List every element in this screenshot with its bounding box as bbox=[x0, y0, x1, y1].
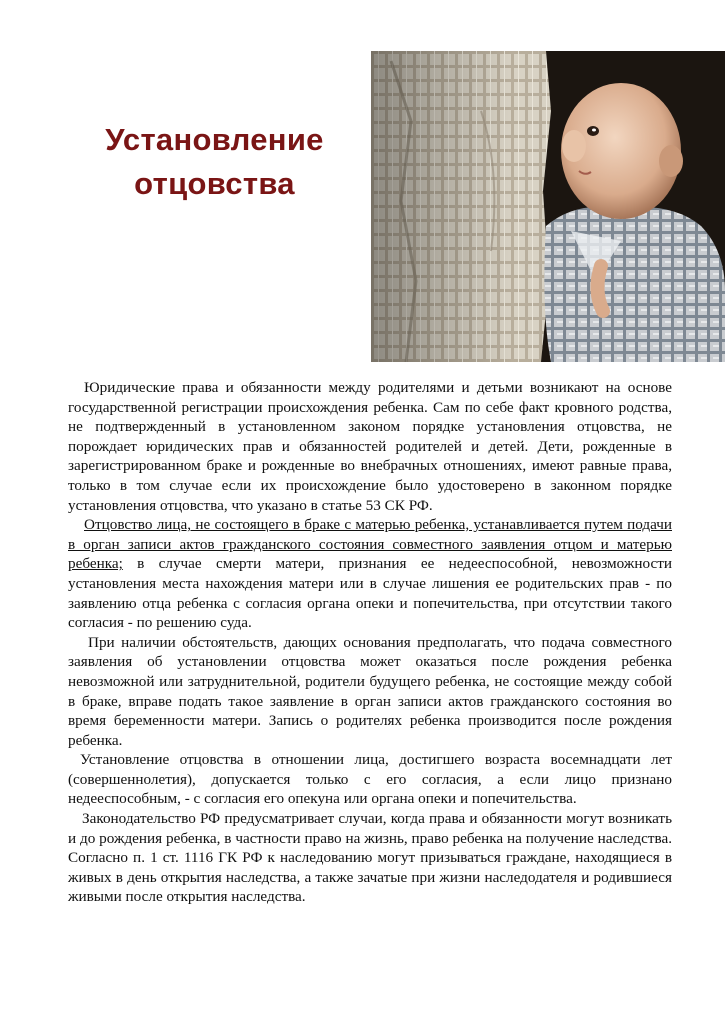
paragraph-2-underlined: Отцовство лица, не состоящего в браке с матерью ребенка, устанавливается путем подачи в орган записи актов гражданского состояния совместного заявления отцом и матерью ребенка; bbox=[68, 516, 672, 573]
paragraph-2-rest: в случае смерти матери, признания ее недееспособной, невозможности установления места нахождения матери или в случае лишения ее родительских прав - по заявлению отца ребенка с согласия органа опеки и попечительства, при отсутствии такого согласия - по решению суда. bbox=[68, 555, 672, 632]
paragraph-1: Юридические права и обязанности между родителями и детьми возникают на основе государственной регистрации происхождения ребенка. Сам по себе факт кровного родства, не подтвержденный в установленном законом порядке установления отцовства, не порождает юридических прав и обязанностей родителей и детей. Дети, рожденные в зарегистрированном браке и рожденные во внебрачных отношениях, имеют равные права, только в том случае если их происхождение было удостоверено в законном порядке установления отцовства, что указано в статье 53 СК РФ. bbox=[68, 379, 672, 514]
article-body bbox=[68, 378, 672, 907]
page-title-line2: отцовства bbox=[134, 166, 295, 201]
paragraph-5: Законодательство РФ предусматривает случаи, когда права и обязанности могут возникать и до рождения ребенка, в частности право на жизнь, право ребенка на получение наследства. Согласно п. 1 ст. 1116 ГК РФ к наследованию могут призываться граждане, находящиеся в живых в день открытия наследства, а также зачатые при жизни наследодателя и родившиеся живыми после открытия наследства. bbox=[68, 810, 672, 906]
page-title bbox=[62, 118, 367, 206]
photo-illustration bbox=[371, 51, 725, 362]
paragraph-2 bbox=[68, 515, 672, 633]
paragraph-3: При наличии обстоятельств, дающих основания предполагать, что подача совместного заявления об установлении отцовства может оказаться после рождения ребенка невозможной или затруднительной, родители будущего ребенка, не состоящие между собой в браке, вправе подать такое заявление в орган записи актов гражданского состояния во время беременности матери. Запись о родителях ребенка производится после рождения ребенка. bbox=[68, 633, 672, 749]
page-title-line1: Установление bbox=[105, 122, 324, 157]
paragraph-4: Установление отцовства в отношении лица, достигшего возраста восемнадцати лет (совершеннолетия), допускается только с его согласия, а если лицо признано недееспособным, - с согласия его опекуна или органа опеки и попечительства. bbox=[68, 751, 672, 808]
father-child-photo bbox=[371, 51, 725, 362]
